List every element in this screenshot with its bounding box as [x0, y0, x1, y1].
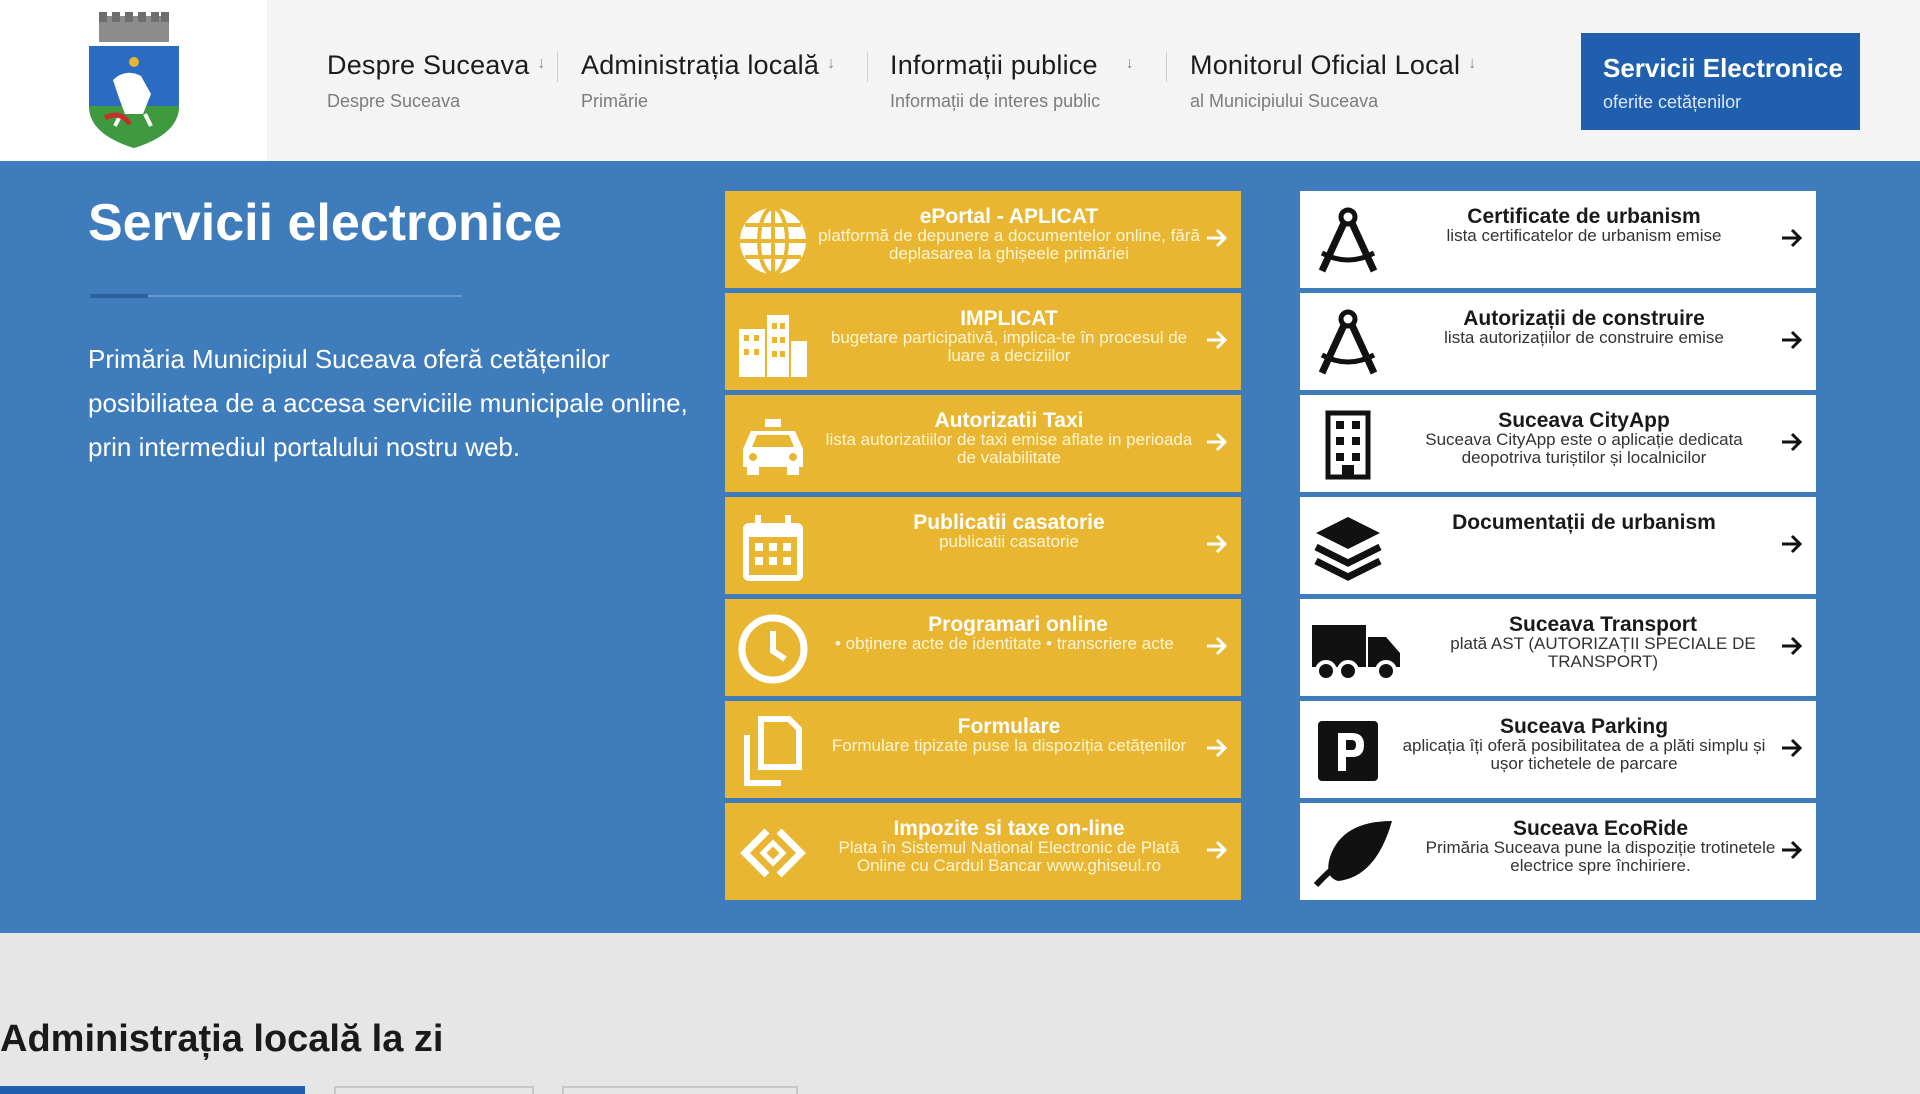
cta-title: Servicii Electronice: [1603, 53, 1843, 83]
city-coat-of-arms-logo[interactable]: [85, 10, 183, 150]
nav-title: Monitorul Oficial Local: [1190, 50, 1461, 80]
card-description: • obținere acte de identitate • transcriere acte: [835, 634, 1174, 653]
service-card-impozite-taxe[interactable]: [725, 803, 1241, 900]
section-title: Servicii electronice: [88, 194, 563, 252]
arrow-right-icon: [1778, 428, 1806, 456]
layers-icon: [1312, 511, 1384, 583]
tab-inactive[interactable]: [334, 1086, 534, 1094]
card-description: plată AST (AUTORIZAȚII SPECIALE DE TRANSPORT): [1450, 634, 1756, 671]
arrow-down-icon: ↓: [827, 55, 836, 72]
exchange-icon: [737, 817, 809, 889]
parking-icon: [1312, 715, 1384, 787]
nav-divider: [1166, 52, 1167, 82]
arrow-right-icon: [1203, 836, 1231, 864]
city-icon: [737, 307, 809, 379]
truck-icon: [1312, 613, 1402, 685]
arrow-right-icon: [1778, 734, 1806, 762]
nav-subtitle: Primărie: [581, 91, 649, 111]
card-description: publicatii casatorie: [939, 532, 1079, 551]
nav-informatii-publice[interactable]: [890, 50, 1134, 120]
leaf-icon: [1312, 817, 1396, 889]
service-card-eportal[interactable]: [725, 191, 1241, 288]
service-card-programari-online[interactable]: [725, 599, 1241, 696]
taxi-icon: [737, 409, 809, 481]
card-description: Formulare tipizate puse la dispoziția cetățenilor: [831, 736, 1187, 755]
card-title: Suceava EcoRide: [1512, 817, 1689, 840]
card-title: Documentații de urbanism: [1452, 511, 1716, 534]
tab-inactive[interactable]: [562, 1086, 798, 1094]
card-title: Suceava CityApp: [1498, 409, 1670, 432]
tab-active[interactable]: [0, 1086, 305, 1094]
logo-container[interactable]: [0, 0, 267, 161]
arrow-right-icon: [1203, 632, 1231, 660]
section-description: Primăria Municipiul Suceava oferă cetățenilor posibiliatea de a accesa serviciile municipale online, prin intermediul portalului nostru web.: [88, 344, 688, 462]
nav-subtitle: al Municipiului Suceava: [1190, 91, 1379, 111]
arrow-down-icon: ↓: [537, 55, 546, 72]
compass-icon: [1312, 205, 1384, 277]
service-card-documentatii-urbanism[interactable]: [1300, 497, 1816, 594]
card-title: Programari online: [928, 613, 1108, 636]
card-title: Suceava Transport: [1509, 613, 1697, 636]
card-description: platformă de depunere a documentelor online, fără deplasarea la ghișeele primăriei: [818, 226, 1200, 263]
arrow-right-icon: [1778, 836, 1806, 864]
arrow-right-icon: [1203, 428, 1231, 456]
nav-subtitle: Despre Suceava: [327, 91, 461, 111]
arrow-right-icon: [1778, 326, 1806, 354]
site-header: [0, 0, 1920, 161]
calendar-icon: [737, 511, 809, 583]
arrow-right-icon: [1778, 224, 1806, 252]
nav-subtitle: Informații de interes public: [890, 91, 1101, 111]
service-card-publicatii-casatorie[interactable]: [725, 497, 1241, 594]
service-card-autorizatii-construire[interactable]: [1300, 293, 1816, 390]
title-underline-accent: [90, 294, 148, 298]
building-icon: [1312, 409, 1384, 481]
card-title: Certificate de urbanism: [1467, 205, 1701, 228]
nav-divider: [557, 52, 558, 82]
arrow-down-icon: ↓: [1468, 55, 1477, 72]
nav-title: Despre Suceava: [327, 50, 530, 80]
nav-title: Administrația locală: [581, 50, 820, 80]
compass-icon: [1312, 307, 1384, 379]
nav-administratia-locala[interactable]: [581, 50, 835, 120]
arrow-right-icon: [1203, 326, 1231, 354]
admin-news-heading: Administrația locală la zi: [0, 1018, 444, 1060]
globe-icon: [737, 205, 809, 277]
service-card-transport[interactable]: [1300, 599, 1816, 696]
card-title: ePortal - APLICAT: [919, 205, 1099, 228]
service-card-parking[interactable]: [1300, 701, 1816, 798]
card-title: IMPLICAT: [960, 307, 1058, 330]
card-title: Suceava Parking: [1499, 715, 1669, 738]
card-title: Formulare: [957, 715, 1061, 738]
arrow-right-icon: [1203, 224, 1231, 252]
services-section: [0, 161, 1920, 933]
nav-monitorul-oficial[interactable]: [1190, 50, 1476, 120]
documents-icon: [737, 715, 809, 787]
card-description: aplicația îți oferă posibilitatea de a plăti simplu și ușor tichetele de parcare: [1402, 736, 1766, 773]
arrow-right-icon: [1778, 632, 1806, 660]
card-title: Publicatii casatorie: [913, 511, 1105, 534]
service-card-autorizatii-taxi[interactable]: [725, 395, 1241, 492]
arrow-down-icon: ↓: [1125, 55, 1134, 72]
service-card-formulare[interactable]: [725, 701, 1241, 798]
card-title: Impozite si taxe on-line: [893, 817, 1125, 840]
service-card-cityapp[interactable]: [1300, 395, 1816, 492]
service-card-ecoride[interactable]: [1300, 803, 1816, 900]
arrow-right-icon: [1778, 530, 1806, 558]
card-description: lista autorizatiilor de taxi emise aflate in perioada de valabilitate: [825, 430, 1193, 467]
arrow-right-icon: [1203, 530, 1231, 558]
nav-title: Informații publice: [890, 50, 1098, 80]
cta-subtitle: oferite cetățenilor: [1603, 92, 1742, 112]
clock-icon: [737, 613, 809, 685]
card-description: Primăria Suceava pune la dispoziție trotinetele electrice spre închiriere.: [1425, 838, 1776, 875]
card-title: Autorizații de construire: [1463, 307, 1705, 330]
card-description: bugetare participativă, implica-te în procesul de luare a deciziilor: [830, 328, 1188, 365]
card-description: lista autorizațiilor de construire emise: [1444, 328, 1724, 347]
card-title: Autorizatii Taxi: [934, 409, 1084, 432]
card-description: Plata în Sistemul Național Electronic de Plată Online cu Cardul Bancar www.ghiseul.ro: [838, 838, 1180, 875]
nav-despre-suceava[interactable]: [327, 50, 546, 120]
servicii-electronice-button[interactable]: [1581, 33, 1860, 130]
service-card-certificate-urbanism[interactable]: [1300, 191, 1816, 288]
card-description: Suceava CityApp este o aplicație dedicata deopotriva turiștilor și localnicilor: [1425, 430, 1743, 467]
arrow-right-icon: [1203, 734, 1231, 762]
card-description: lista certificatelor de urbanism emise: [1446, 226, 1722, 245]
nav-divider: [867, 52, 868, 82]
service-card-implicat[interactable]: [725, 293, 1241, 390]
